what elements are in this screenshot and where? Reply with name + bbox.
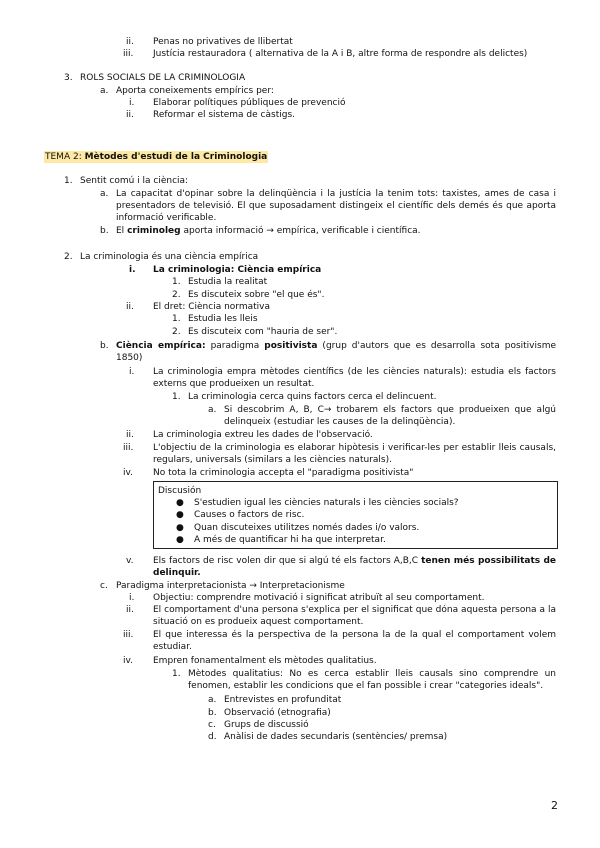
list-item-text: Si descobrim A, B, C→ trobarem els factors que produeixen que algú delinqueix (estudiar les causes de la delinqüència). xyxy=(224,405,556,427)
list-item-text: Justícia restauradora ( alternativa de la A i B, altre forma de respondre als delictes) xyxy=(153,49,528,59)
list-item-text: Estudia les lleis xyxy=(188,314,258,324)
list-marker: ii. xyxy=(126,110,134,120)
text-fragment: (grup d'autors que es desarrolla sota positivisme 1850) xyxy=(116,341,556,363)
list-item-text: Objectiu: comprendre motivació i significat atribuït al seu comportament. xyxy=(153,593,485,603)
bullet-text: Quan discuteixes utilitzes només dades i/o valors. xyxy=(194,523,420,533)
discussion-box xyxy=(153,481,558,549)
list-item-text: Entrevistes en profunditat xyxy=(224,695,342,705)
list-marker: a. xyxy=(208,405,217,415)
list-marker: ii. xyxy=(126,430,134,440)
list-item-text: Paradigma interpretacionista → Interpretacionisme xyxy=(116,581,345,591)
list-marker: iv. xyxy=(123,656,133,666)
list-marker: i. xyxy=(129,593,135,603)
list-marker: a. xyxy=(100,189,109,199)
list-item-text: Elaborar polítiques públiques de prevenció xyxy=(153,98,346,108)
list-item-text: La criminologia empra mètodes científics (de les ciències naturals): estudia els factors externs que produeixen un resultat. xyxy=(153,367,556,389)
tema-prefix: TEMA 2: xyxy=(45,152,85,162)
list-marker: 1. xyxy=(172,669,181,679)
list-item-text: Es discuteix com "hauria de ser". xyxy=(188,327,338,337)
section-title: Sentit comú i la ciència: xyxy=(80,176,189,186)
list-marker: i. xyxy=(129,367,135,377)
list-item-text: Mètodes qualitatius: No es cerca establir lleis causals sino comprendre un fenomen, establir les condicions que el fan possible i crear "categories ideals". xyxy=(188,669,556,691)
list-marker: a. xyxy=(100,86,109,96)
list-marker: iv. xyxy=(123,468,133,478)
text-fragment: Els factors de risc volen dir que si algú té els factors A,B,C xyxy=(153,556,422,566)
list-item-text xyxy=(153,555,556,579)
section-title: La criminologia és una ciència empírica xyxy=(80,252,259,262)
list-item-text xyxy=(116,340,556,364)
bullet-icon: ● xyxy=(176,510,184,520)
list-marker: 1. xyxy=(172,277,181,287)
list-item-text: La criminologia extreu les dades de l'observació. xyxy=(153,430,373,440)
list-item-text: Aporta coneixements empírics per: xyxy=(116,86,274,96)
list-item-text: Empren fonamentalment els mètodes qualitatius. xyxy=(153,656,377,666)
tema-heading xyxy=(44,151,268,163)
list-item-text: Es discuteix sobre "el que és". xyxy=(188,290,325,300)
list-marker: iii. xyxy=(123,630,134,640)
bullet-icon: ● xyxy=(176,535,184,545)
list-item-text: El comportament d'una persona s'explica per el significat que dóna aquesta persona a la situació on es produeix aquest comportament. xyxy=(153,605,556,627)
text-fragment: paradigma xyxy=(205,341,265,351)
bold-term: positivista xyxy=(264,341,318,351)
list-marker: a. xyxy=(208,695,217,705)
list-marker: c. xyxy=(208,720,216,730)
section-title: ROLS SOCIALS DE LA CRIMINOLOGIA xyxy=(80,73,246,83)
list-marker: iii. xyxy=(123,443,134,453)
list-item-text: L'objectiu de la criminologia es elaborar hipòtesis i verificar-les per establir lleis causals, regulars, universals (similars a les ciències naturals). xyxy=(153,443,556,465)
section-number: 1. xyxy=(64,176,73,186)
list-marker: ii. xyxy=(126,605,134,615)
list-marker: ii. xyxy=(126,302,134,312)
list-marker: 1. xyxy=(172,392,181,402)
list-item-text: Penas no privatives de llibertat xyxy=(153,37,293,47)
bold-term: tenen més possibilitats de delinquir. xyxy=(153,556,556,578)
list-item-text: Grups de discussió xyxy=(224,720,309,730)
section-number: 2. xyxy=(64,252,73,262)
list-item-text: Reformar el sistema de càstigs. xyxy=(153,110,295,120)
list-item-text xyxy=(116,225,421,237)
list-item-text: No tota la criminologia accepta el "paradigma positivista" xyxy=(153,468,414,478)
bold-term: criminoleg xyxy=(127,226,181,236)
list-item-text: El dret: Ciència normativa xyxy=(153,302,270,312)
list-item-text: Estudia la realitat xyxy=(188,277,268,287)
list-marker: i. xyxy=(129,98,135,108)
tema-title: Mètodes d'estudi de la Criminologia xyxy=(84,152,268,162)
text-fragment: aporta informació → empírica, verificable i científica. xyxy=(180,226,421,236)
bullet-icon: ● xyxy=(176,523,184,533)
list-marker: d. xyxy=(208,732,217,742)
list-marker: ii. xyxy=(126,37,134,47)
list-marker: v. xyxy=(126,556,134,566)
text-fragment: El xyxy=(116,226,128,236)
list-marker: iii. xyxy=(123,49,134,59)
discussion-title: Discusión xyxy=(158,486,202,496)
page-number: 2 xyxy=(551,799,558,812)
bullet-text: Causes o factors de risc. xyxy=(194,510,305,520)
list-item-text: La criminologia: Ciència empírica xyxy=(153,265,322,275)
list-marker: 2. xyxy=(172,290,181,300)
list-item-text: El que interessa és la perspectiva de la persona la de la qual el comportament volem estudiar. xyxy=(153,630,556,652)
list-marker: b. xyxy=(100,226,109,236)
list-item-text: Observació (etnografia) xyxy=(224,708,331,718)
list-item-text: Anàlisi de dades secundaris (sentències/ premsa) xyxy=(224,732,448,742)
list-item-text: La criminologia cerca quins factors cerca el delincuent. xyxy=(188,392,437,402)
list-marker: 1. xyxy=(172,314,181,324)
list-marker: b. xyxy=(100,341,109,351)
list-marker: b. xyxy=(208,708,217,718)
bullet-text: S'estudien igual les ciències naturals i les ciències socials? xyxy=(194,498,459,508)
list-item-text: La capacitat d'opinar sobre la delinqüència i la justícia la tenim tots: taxistes, ames de casa i presentadors de televisió. El que suposadament distingeix el científic dels demés és que aporta informació verificable. xyxy=(116,189,556,223)
bullet-text: A més de quantificar hi ha que interpretar. xyxy=(194,535,386,545)
list-marker: 2. xyxy=(172,327,181,337)
list-marker: c. xyxy=(100,581,108,591)
section-number: 3. xyxy=(64,73,73,83)
list-marker: i. xyxy=(129,265,136,275)
bold-term: Ciència empírica: xyxy=(116,341,206,351)
bullet-icon: ● xyxy=(176,498,184,508)
